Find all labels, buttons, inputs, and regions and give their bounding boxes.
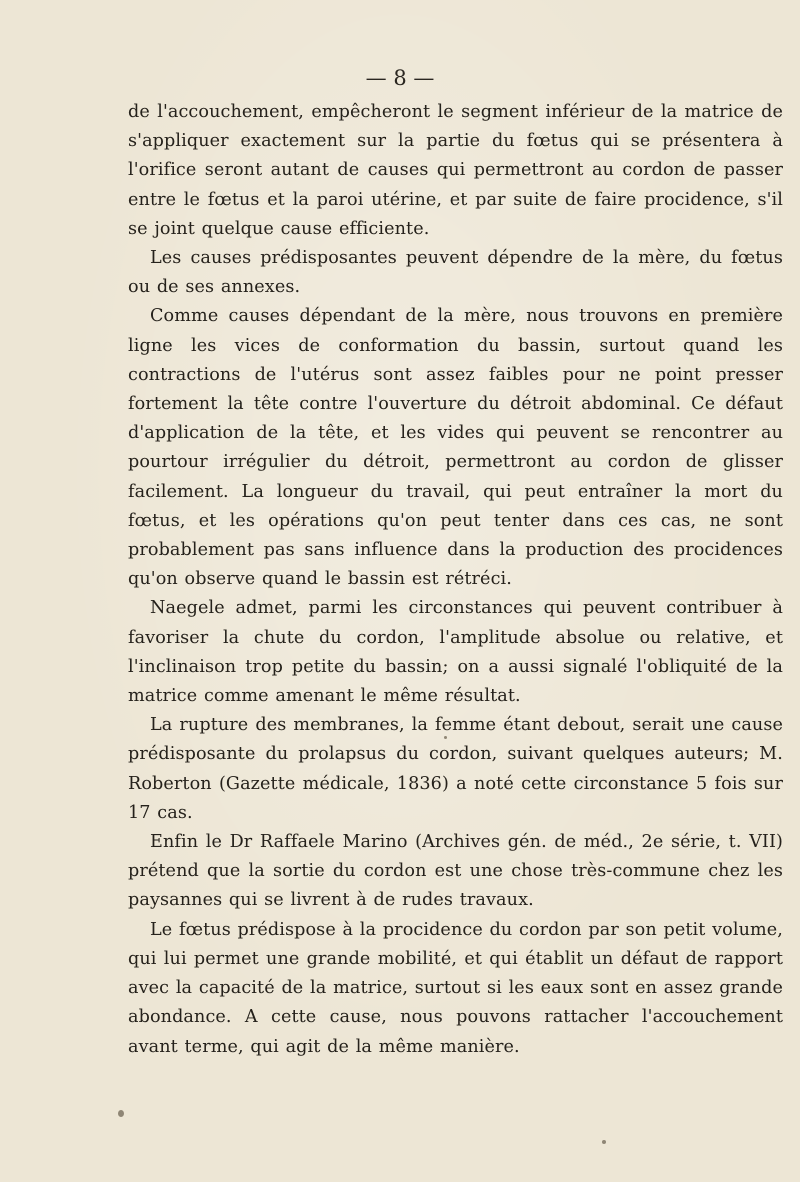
paragraph-4: Naegele admet, parmi les circonstances qui peuvent contribuer à favoriser la chute du cordon, l'amplitude absolue ou relative, et l'inclinaison trop petite du bassin; on a aussi signalé l'obliquité de la matrice comme amenant le même résultat. xyxy=(128,598,783,707)
paper-speck xyxy=(118,1110,124,1117)
paragraph-3: Comme causes dépendant de la mère, nous trouvons en première ligne les vices de conformation du bassin, surtout quand les contractions de l'utérus sont assez faibles pour ne point presser fortement la tête contre l'ouverture du détroit abdominal. Ce défaut d'application de la tête, et les vides qui peuvent se rencontrer au pourtour irrégulier du détroit, permettront au cordon de glisser facilement. La longueur du travail, qui peut entraîner la mort du fœtus, et les opérations qu'on peut tenter dans ces cas, ne sont probablement pas sans influence dans la production des procidences qu'on observe quand le bassin est rétréci. xyxy=(128,306,783,590)
paper-speck xyxy=(444,736,447,739)
paragraph-7: Le fœtus prédispose à la procidence du cordon par son petit volume, qui lui permet une grande mobilité, et qui établit un défaut de rapport avec la capacité de la matrice, surtout si les eaux sont en assez grande abondance. A cette cause, nous pouvons rattacher l'accouchement avant terme, qui agit de la même manière. xyxy=(128,919,783,1057)
body-text xyxy=(128,98,783,1062)
paragraph-5: La rupture des membranes, la femme étant debout, serait une cause prédisposante du prolapsus du cordon, suivant quelques auteurs; M. Roberton (Gazette médicale, 1836) a noté cette circonstance 5 fois sur 17 cas. xyxy=(128,715,783,823)
paragraph-6: Enfin le Dr Raffaele Marino (Archives gén. de méd., 2e série, t. VII) prétend que la sortie du cordon est une chose très-commune chez les paysannes qui se livrent à de rudes travaux. xyxy=(128,832,783,911)
paragraph-2: Les causes prédisposantes peuvent dépendre de la mère, du fœtus ou de ses annexes. xyxy=(128,248,783,298)
paper-speck xyxy=(602,1140,606,1144)
page-number: — 8 — xyxy=(365,66,435,90)
paragraph-1: de l'accouchement, empêcheront le segment inférieur de la matrice de s'appliquer exactement sur la partie du fœtus qui se présentera à l'orifice seront autant de causes qui permettront au cordon de passer entre le fœtus et la paroi utérine, et par suite de faire procidence, s'il se joint quelque cause efficiente. xyxy=(128,102,783,239)
